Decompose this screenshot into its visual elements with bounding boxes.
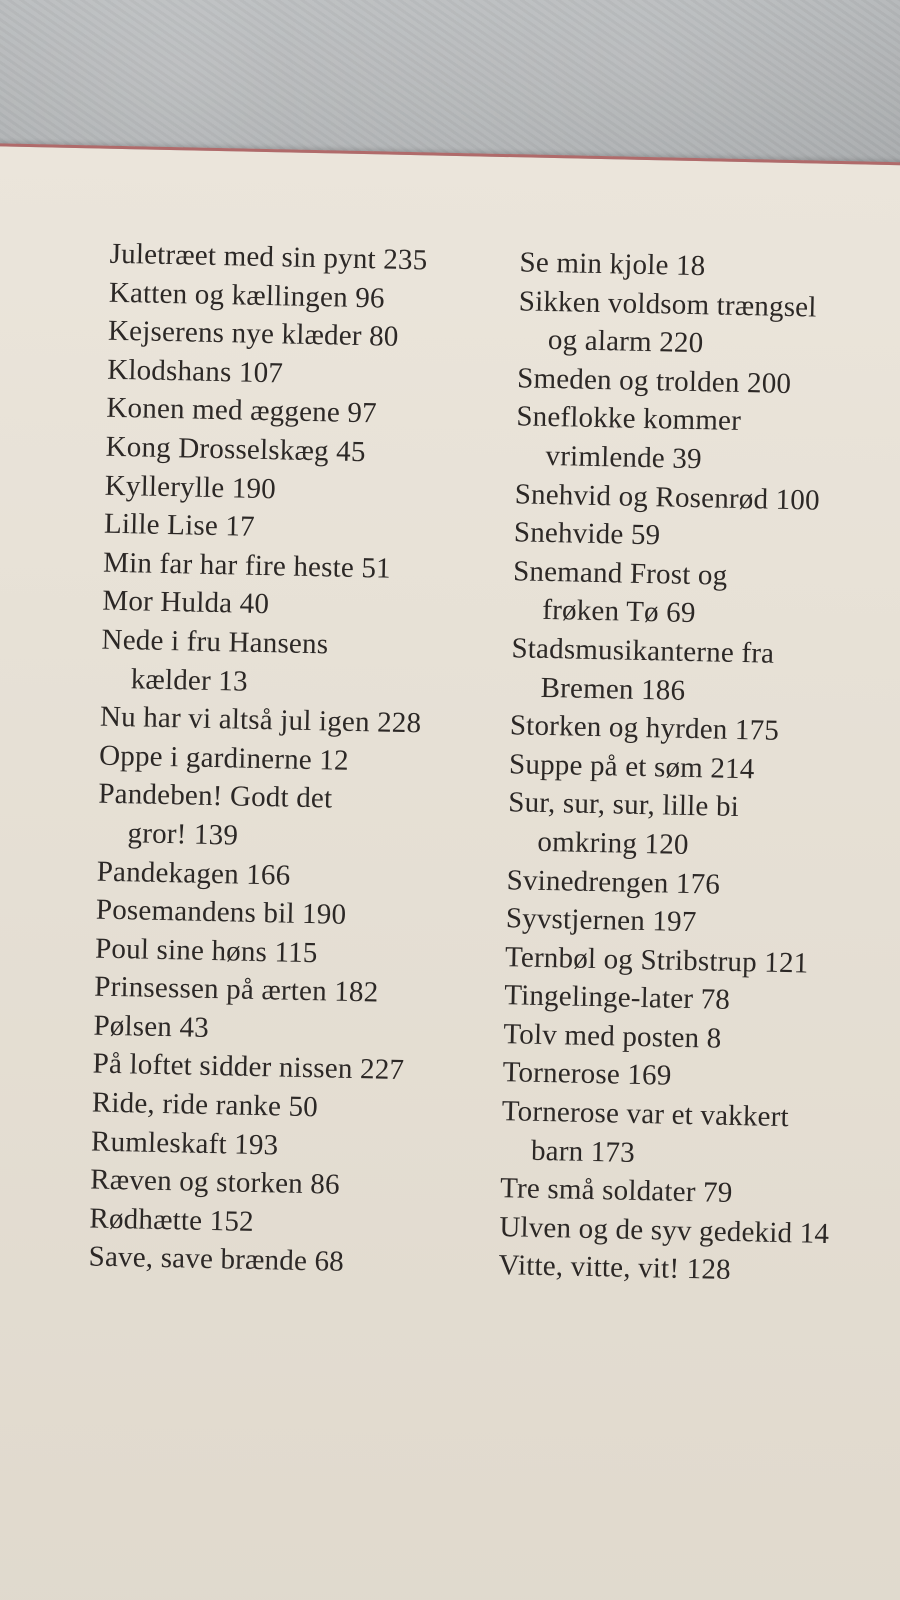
- index-entry: [501, 1092, 900, 1178]
- entry-title: Ternbøl og Stribstrup 121: [504, 940, 809, 980]
- entry-title: Tornerose var et vakkert: [501, 1095, 790, 1134]
- entry-title: Lille Lise 17: [103, 507, 256, 543]
- index-entry: [100, 621, 502, 707]
- entry-title: Ræven og storken 86: [89, 1163, 341, 1202]
- entry-title: Tolv med posten 8: [503, 1018, 722, 1055]
- entry-title: Storken og hyrden 175: [509, 709, 780, 747]
- entry-title: Sur, sur, sur, lille bi: [507, 786, 740, 824]
- entry-title: Nede i fru Hansens: [101, 623, 329, 661]
- index-column-left: [88, 235, 510, 1285]
- entry-title: Snehvid og Rosenrød 100: [514, 477, 821, 517]
- entry-continuation: omkring 120: [537, 825, 690, 861]
- entry-title: Snehvide 59: [513, 516, 661, 552]
- entry-title: Smeden og trolden 200: [516, 362, 792, 400]
- entry-title: Kyllerylle 190: [104, 469, 277, 505]
- index-entry: [88, 1238, 489, 1285]
- entry-title: Sikken voldsom trængsel: [518, 284, 817, 324]
- entry-title: Save, save brænde 68: [88, 1240, 345, 1279]
- index-entry: [97, 775, 499, 861]
- entry-continuation: frøken Tø 69: [542, 594, 696, 630]
- entry-title: Tre små soldater 79: [499, 1172, 733, 1210]
- entry-title: Posemandens bil 190: [95, 893, 347, 931]
- entry-continuation: og alarm 220: [547, 324, 704, 360]
- entry-title: Pandekagen 166: [96, 855, 291, 892]
- entry-title: Tingelinge-later 78: [503, 979, 731, 1017]
- entry-title: Mor Hulda 40: [102, 585, 270, 621]
- entry-title: Ulven og de syv gedekid 14: [499, 1210, 830, 1250]
- entry-title: Katten og kællingen 96: [108, 276, 386, 315]
- index-entry: [507, 784, 900, 870]
- entry-continuation: barn 173: [530, 1134, 636, 1169]
- entry-title: Prinsessen på ærten 182: [94, 970, 379, 1009]
- entry-title: Pandeben! Godt det: [98, 777, 333, 815]
- entry-continuation: vrimlende 39: [545, 439, 703, 476]
- entry-title: Oppe i gardinerne 12: [98, 739, 350, 777]
- entry-title: Poul sine høns 115: [94, 932, 318, 969]
- entry-title: Suppe på et søm 214: [508, 747, 755, 786]
- index-entry: [510, 629, 900, 715]
- entry-title: Klodshans 107: [106, 353, 284, 390]
- entry-title: Kejserens nye klæder 80: [107, 314, 399, 353]
- entry-title: Pølsen 43: [93, 1009, 210, 1044]
- entry-title: Stadsmusikanterne fra: [511, 632, 775, 670]
- entry-title: Rødhætte 152: [89, 1202, 255, 1238]
- entry-title: Rumleskaft 193: [90, 1125, 279, 1162]
- entry-title: Kong Drosselskæg 45: [105, 430, 366, 469]
- entry-title: Ride, ride ranke 50: [91, 1086, 319, 1124]
- entry-title: Nu har vi altså jul igen 228: [99, 700, 422, 740]
- entry-title: Juletræet med sin pynt 235: [109, 237, 428, 277]
- book-page: [0, 143, 900, 1600]
- entry-title: Konen med æggene 97: [106, 392, 378, 430]
- entry-title: Syvstjernen 197: [505, 902, 697, 939]
- entry-title: Tornerose 169: [502, 1056, 672, 1093]
- entry-continuation: kælder 13: [130, 662, 249, 698]
- entry-continuation: Bremen 186: [540, 671, 686, 707]
- entry-title: Se min kjole 18: [519, 246, 706, 283]
- index-entry: [498, 1247, 899, 1294]
- entry-title: Snemand Frost og: [512, 555, 728, 592]
- index-entry: [515, 398, 900, 484]
- index-entry: [512, 552, 900, 638]
- entry-title: Svinedrengen 176: [506, 863, 721, 901]
- index-entry: [518, 282, 900, 368]
- index-column-right: [498, 243, 900, 1293]
- entry-title: På loftet sidder nissen 227: [92, 1048, 405, 1087]
- entry-continuation: gror! 139: [127, 817, 239, 852]
- entry-title: Vitte, vitte, vit! 128: [498, 1249, 732, 1287]
- entry-title: Min far har fire heste 51: [102, 546, 392, 585]
- entry-title: Sneflokke kommer: [516, 400, 742, 438]
